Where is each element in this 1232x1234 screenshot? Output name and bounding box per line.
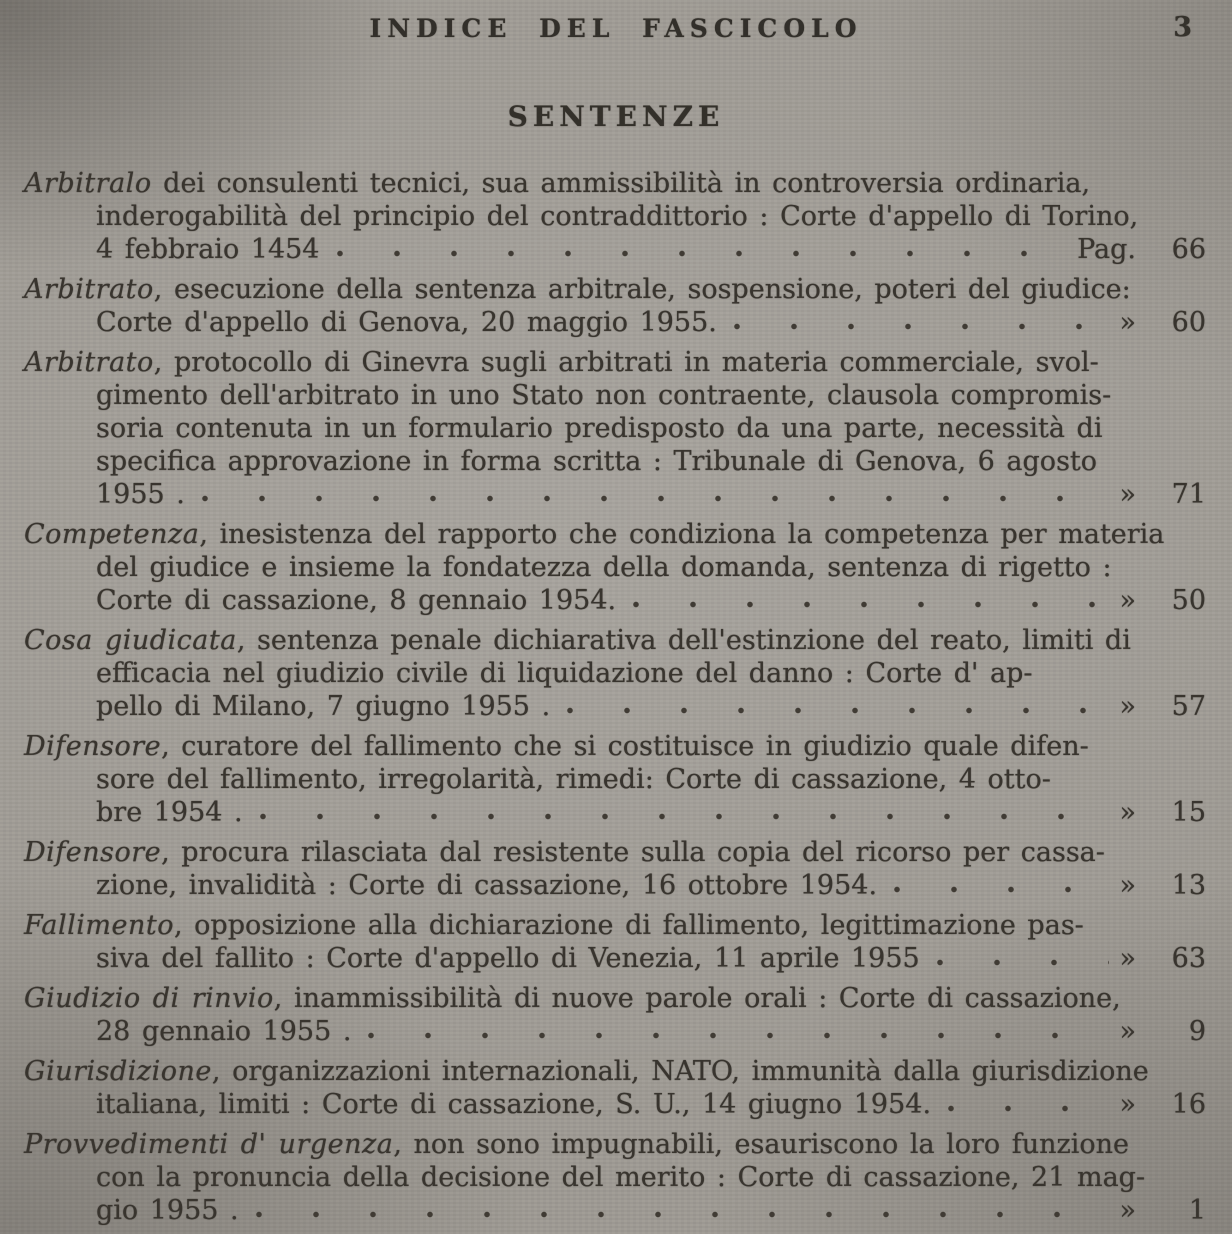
entry-last-text: Corte di cassazione, 8 gennaio 1954. [96, 585, 617, 616]
entry-continuation-line: efficacia nel giudizio civile di liquidazione del danno : Corte d' ap- [96, 658, 1033, 689]
entry-last-line [24, 584, 1206, 617]
entry-term: Giudizio di rinvio [24, 983, 274, 1014]
entry-page-number: 66 [1171, 234, 1206, 265]
dot-leader [560, 690, 1109, 723]
entry-first-line [24, 836, 1206, 869]
dot-leader [626, 584, 1109, 617]
entry-continuations [24, 379, 1206, 478]
entry-continuations [24, 551, 1206, 584]
entry-continuations [24, 763, 1206, 796]
entry-last-line [24, 233, 1206, 266]
entry-first-rest: , non sono impugnabili, esauriscono la loro funzione [393, 1129, 1130, 1160]
entry-first-rest: dei consulenti tecnici, sua ammissibilità in controversia ordinaria, [151, 168, 1091, 199]
entry-continuation-line: inderogabilità del principio del contraddittorio : Corte d'appello di Torino, [96, 201, 1139, 232]
entry-term: Provvedimenti d' urgenza [24, 1129, 394, 1160]
entry-page-number: 1 [1188, 1195, 1206, 1226]
entry-first-line [24, 346, 1206, 379]
index-entry [24, 982, 1206, 1048]
entry-continuations [24, 200, 1206, 233]
entry-last-line [24, 796, 1206, 829]
entry-last-text: italiana, limiti : Corte di cassazione, S. U., 14 giugno 1954. [96, 1089, 932, 1120]
entry-continuation-line: sore del fallimento, irregolarità, rimedi: Corte di cassazione, 4 otto- [96, 764, 1051, 795]
dot-leader [253, 796, 1110, 829]
dot-leader [727, 306, 1110, 339]
entry-first-line [24, 1128, 1206, 1161]
entry-page-number: 16 [1171, 1089, 1206, 1120]
entry-page-number: 50 [1171, 585, 1206, 616]
section-heading: SENTENZE [507, 100, 725, 133]
index-entries [0, 167, 1232, 1227]
index-entry [24, 273, 1206, 339]
entry-continuations [24, 1161, 1206, 1194]
entry-first-rest: , inammissibilità di nuove parole orali : Corte di cassazione, [273, 983, 1121, 1014]
entry-last-line [24, 942, 1206, 975]
entry-last-text: Corte d'appello di Genova, 20 maggio 1955. [96, 307, 717, 338]
entry-last-line [24, 478, 1206, 511]
entry-ref-label: » [1119, 870, 1136, 901]
entry-first-rest: , esecuzione della sentenza arbitrale, sospensione, poteri del giudice: [153, 274, 1131, 305]
index-entry [24, 624, 1206, 723]
entry-page-number: 15 [1171, 797, 1206, 828]
entry-term: Difensore [24, 837, 162, 868]
dot-leader [930, 942, 1110, 975]
entry-page-number: 60 [1171, 307, 1206, 338]
entry-term: Giurisdizione [24, 1056, 212, 1087]
entry-last-text: 1955 . [96, 479, 185, 510]
page-title: INDICE DEL FASCICOLO [369, 14, 863, 43]
entry-ref-label: » [1119, 1016, 1136, 1047]
index-entry [24, 730, 1206, 829]
entry-last-text: 4 febbraio 1454 [96, 234, 320, 265]
folio-page-number: 3 [1173, 12, 1192, 43]
entry-continuation-line: specifica approvazione in forma scritta : Tribunale di Genova, 6 agosto [96, 446, 1098, 477]
index-entry [24, 346, 1206, 511]
index-entry [24, 1128, 1206, 1227]
entry-last-line [24, 1015, 1206, 1048]
dot-leader [330, 233, 1068, 266]
entry-last-text: bre 1954 . [96, 797, 243, 828]
entry-ref-label: » [1119, 1089, 1136, 1120]
entry-continuation-line: gimento dell'arbitrato in uno Stato non contraente, clausola compromis- [96, 380, 1112, 411]
entry-ref-label: » [1119, 1195, 1136, 1226]
entry-last-text: siva del fallito : Corte d'appello di Venezia, 11 aprile 1955 [96, 943, 920, 974]
entry-first-rest: , organizzazioni internazionali, NATO, immunità dalla giurisdizione [211, 1056, 1149, 1087]
entry-first-rest: , protocollo di Ginevra sugli arbitrati in materia commerciale, svol- [153, 347, 1099, 378]
index-entry [24, 167, 1206, 266]
entry-first-line [24, 273, 1206, 306]
entry-last-line [24, 306, 1206, 339]
entry-last-text: 28 gennaio 1955 . [96, 1016, 352, 1047]
entry-first-line [24, 982, 1206, 1015]
entry-first-rest: , procura rilasciata dal resistente sulla copia del ricorso per cassa- [161, 837, 1105, 868]
entry-first-line [24, 624, 1206, 657]
entry-continuations [24, 657, 1206, 690]
dot-leader [887, 869, 1109, 902]
index-entry [24, 1055, 1206, 1121]
entry-first-line [24, 730, 1206, 763]
index-entry [24, 836, 1206, 902]
entry-term: Fallimento [24, 910, 174, 941]
index-entry [24, 518, 1206, 617]
entry-first-line [24, 1055, 1206, 1088]
entry-last-text: zione, invalidità : Corte di cassazione, 16 ottobre 1954. [96, 870, 878, 901]
entry-ref-label: » [1119, 585, 1136, 616]
dot-leader [941, 1088, 1109, 1121]
entry-term: Cosa giudicata [24, 625, 237, 656]
entry-ref-label: Pag. [1077, 234, 1136, 265]
entry-continuation-line: soria contenuta in un formulario predisposto da una parte, necessità di [96, 413, 1103, 444]
page-header [0, 0, 1232, 48]
entry-term: Arbitrato [24, 274, 154, 305]
entry-continuation-line: con la pronuncia della decisione del merito : Corte di cassazione, 21 mag- [96, 1162, 1146, 1193]
dot-leader [361, 1015, 1109, 1048]
entry-page-number: 9 [1188, 1016, 1206, 1047]
entry-first-line [24, 518, 1206, 551]
entry-page-number: 13 [1171, 870, 1206, 901]
entry-page-number: 71 [1171, 479, 1206, 510]
entry-first-rest: , curatore del fallimento che si costituisce in giudizio quale difen- [161, 731, 1089, 762]
entry-last-line [24, 1194, 1206, 1227]
entry-first-line [24, 909, 1206, 942]
entry-ref-label: » [1119, 943, 1136, 974]
entry-last-line [24, 1088, 1206, 1121]
dot-leader [195, 478, 1110, 511]
entry-term: Difensore [24, 731, 162, 762]
entry-ref-label: » [1119, 479, 1136, 510]
entry-page-number: 57 [1171, 691, 1206, 722]
entry-last-text: gio 1955 . [96, 1195, 239, 1226]
entry-last-text: pello di Milano, 7 giugno 1955 . [96, 691, 551, 722]
entry-term: Competenza [24, 519, 200, 550]
entry-first-line [24, 167, 1206, 200]
index-entry [24, 909, 1206, 975]
entry-term: Arbitrato [24, 347, 154, 378]
entry-term: Arbitralo [24, 168, 152, 199]
entry-ref-label: » [1119, 307, 1136, 338]
entry-continuation-line: del giudice e insieme la fondatezza della domanda, sentenza di rigetto : [96, 552, 1112, 583]
entry-first-rest: , sentenza penale dichiarativa dell'estinzione del reato, limiti di [236, 625, 1131, 656]
entry-page-number: 63 [1171, 943, 1206, 974]
entry-first-rest: , inesistenza del rapporto che condiziona la competenza per materia [199, 519, 1165, 550]
entry-ref-label: » [1119, 691, 1136, 722]
entry-first-rest: , opposizione alla dichiarazione di fallimento, legittimazione pas- [173, 910, 1084, 941]
entry-last-line [24, 869, 1206, 902]
entry-last-line [24, 690, 1206, 723]
entry-ref-label: » [1119, 797, 1136, 828]
dot-leader [249, 1194, 1110, 1227]
